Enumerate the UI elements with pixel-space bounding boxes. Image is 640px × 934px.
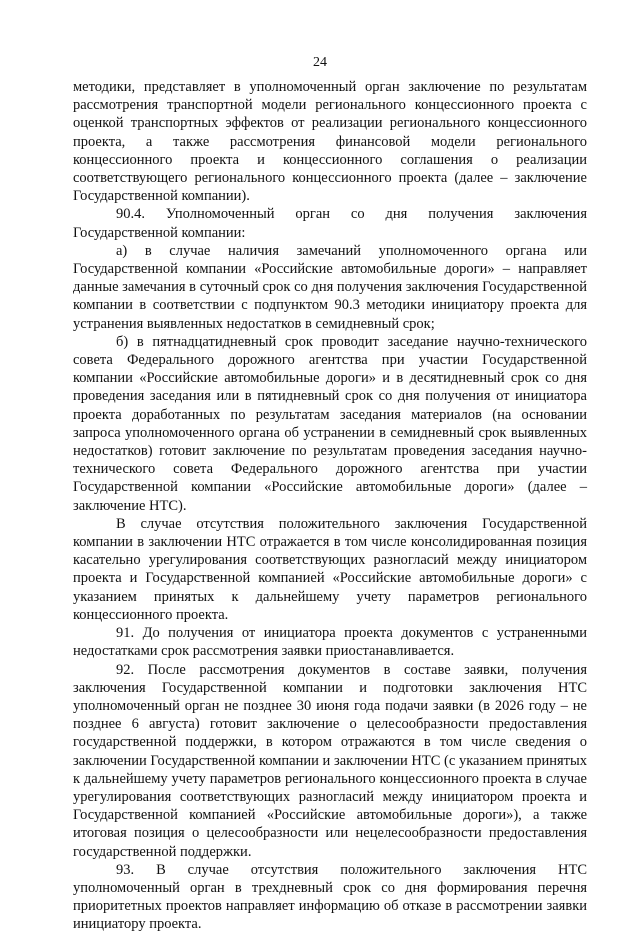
- paragraph-subitem-a: а) в случае наличия замечаний уполномоченного органа или Государственной компании «Российские автомобильные дороги» – направляет данные замечания в суточный срок со дня получения заключения Государственной компании в соответствии с подпунктом 90.3 методики инициатору проекта для устранения выявленных недостатков в семидневный срок;: [73, 242, 587, 332]
- paragraph-92: 92. После рассмотрения документов в составе заявки, получения заключения Государственной компании и подготовки заключения НТС уполномоченный орган не позднее 30 июня года подачи заявки (в 2026 году – не позднее 6 августа) готовит заключение о целесообразности предоставления государственной поддержки, в котором отражаются в том числе сведения о заключении Государственной компании и заключении НТС (с указанием принятых к дальнейшему учету параметров регионального концессионного проекта в случае урегулирования соответствующих разногласий между инициатором проекта и Государственной компанией «Российские автомобильные дороги»), а также итоговая позиция о целесообразности или нецелесообразности предоставления государственной поддержки.: [73, 661, 587, 860]
- paragraph-90-4: 90.4. Уполномоченный орган со дня получения заключения Государственной компании:: [73, 206, 587, 241]
- document-body: [73, 78, 587, 934]
- paragraph-continuation: методики, представляет в уполномоченный орган заключение по результатам рассмотрения транспортной модели регионального концессионного проекта с оценкой транспортных эффектов от реализации регионального концессионного проекта, а также рассмотрения финансовой модели регионального концессионного проекта и концессионного соглашения о реализации соответствующего регионального концессионного проекта (далее – заключение Государственной компании).: [73, 79, 587, 205]
- paragraph-91: 91. До получения от инициатора проекта документов с устраненными недостатками срок рассмотрения заявки приостанавливается.: [73, 625, 587, 660]
- paragraph-subitem-b: б) в пятнадцатидневный срок проводит заседание научно-технического совета Федерального дорожного агентства при участии Государственной компании «Российские автомобильные дороги» и в десятидневный срок со дня проведения заседания или в пятидневный срок со дня получения от инициатора проекта доработанных по результатам заседания материалов (на основании запроса уполномоченного органа об устранении в семидневный срок выявленных недостатков) готовит заключение по результатам проведения заседания научно-технического совета Федерального дорожного агентства при участии Государственной компании «Российские автомобильные дороги» (далее – заключение НТС).: [73, 333, 587, 514]
- page-number: 24: [313, 55, 327, 70]
- paragraph-93: 93. В случае отсутствия положительного заключения НТС уполномоченный орган в трехдневный срок со дня формирования перечня приоритетных проектов направляет информацию об отказе в рассмотрении заявки инициатору проекта.: [73, 861, 587, 933]
- paragraph-no-positive-conclusion: В случае отсутствия положительного заключения Государственной компании в заключении НТС отражается в том числе консолидированная позиция касательно урегулирования соответствующих разногласий между инициатором проекта и Государственной компанией «Российские автомобильные дороги» с указанием принятых к дальнейшему учету параметров регионального концессионного проекта.: [73, 515, 587, 623]
